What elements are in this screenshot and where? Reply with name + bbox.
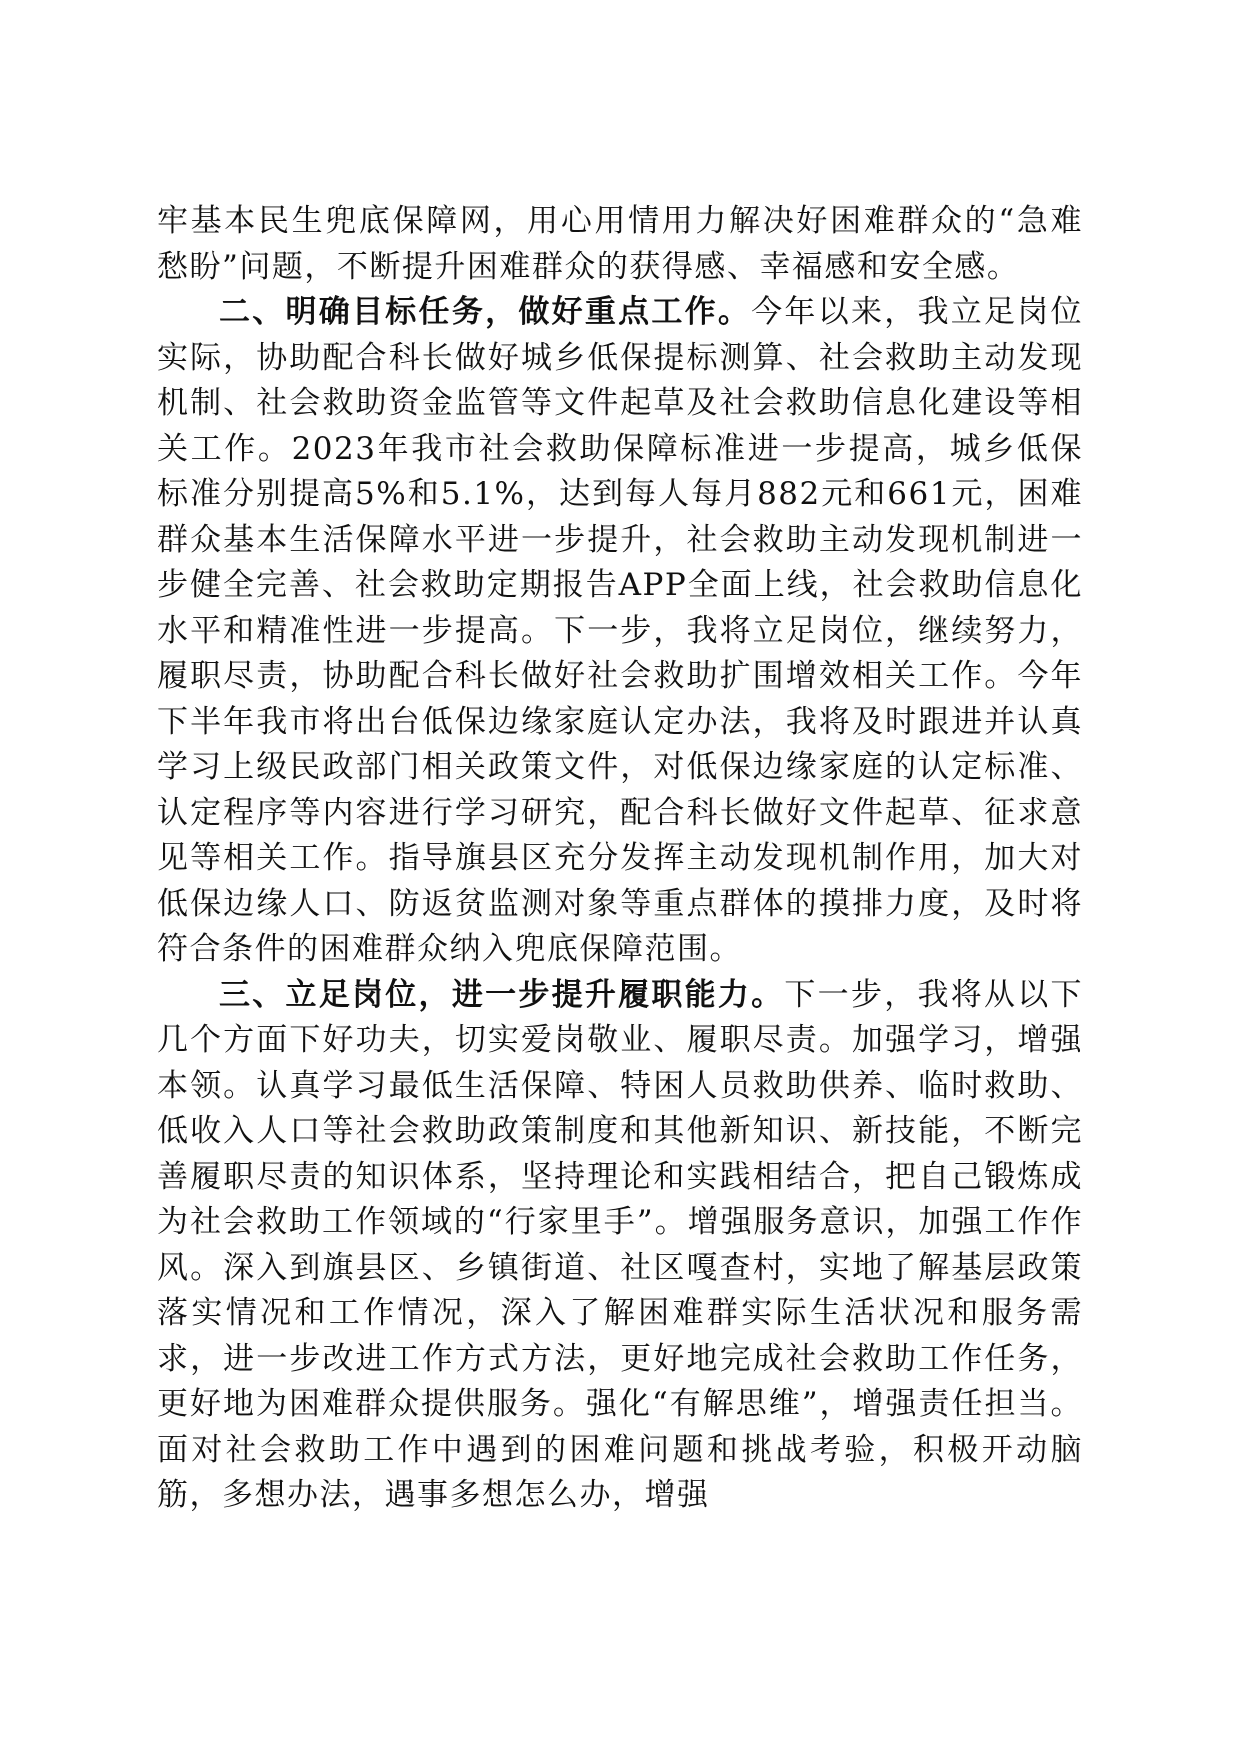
paragraph-text: 下一步，我将从以下几个方面下好功夫，切实爱岗敬业、履职尽责。加强学习，增强本领。认真学习最低生活保障、特困人员救助供养、临时救助、低收入人口等社会救助政策制度和其他新知识、新技能，不断完善履职尽责的知识体系，坚持理论和实践相结合，把自己锻炼成为社会救助工作领域的“行家里手”。增强服务意识，加强工作作风。深入到旗县区、乡镇街道、社区嘎查村，实地了解基层政策落实情况和工作情况，深入了解困难群实际生活状况和服务需求，进一步改进工作方式方法，更好地完成社会救助工作任务，更好地为困难群众提供服务。强化“有解思维”，增强责任担当。面对社会救助工作中遇到的困难问题和挑战考验，积极开动脑筋，多想办法，遇事多想怎么办，增强 — [157, 976, 1084, 1513]
paragraph-continued — [157, 199, 1083, 290]
paragraph-text: 今年以来，我立足岗位实际，协助配合科长做好城乡低保提标测算、社会救助主动发现机制、社会救助资金监管等文件起草及社会救助信息化建设等相关工作。2023年我市社会救助保障标准进一步提高，城乡低保标准分别提高5%和5.1%，达到每人每月882元和661元，困难群众基本生活保障水平进一步提升，社会救助主动发现机制进一步健全完善、社会救助定期报告APP全面上线，社会救助信息化水平和精准性进一步提高。下一步，我将立足岗位，继续努力，履职尽责，协助配合科长做好社会救助扩围增效相关工作。今年下半年我市将出台低保边缘家庭认定办法，我将及时跟进并认真学习上级民政部门相关政策文件，对低保边缘家庭的认定标准、认定程序等内容进行学习研究，配合科长做好文件起草、征求意见等相关工作。指导旗县区充分发挥主动发现机制作用，加大对低保边缘人口、防返贫监测对象等重点群体的摸排力度，及时将符合条件的困难群众纳入兜底保障范围。 — [157, 294, 1084, 967]
paragraph-section-2 — [157, 290, 1083, 973]
document-body — [157, 199, 1083, 1519]
section-heading: 三、立足岗位，进一步提升履职能力。 — [219, 976, 785, 1013]
paragraph-text: 牢基本民生兜底保障网，用心用情用力解决好困难群众的“急难愁盼”问题，不断提升困难群众的获得感、幸福感和安全感。 — [157, 203, 1083, 285]
paragraph-section-3 — [157, 973, 1083, 1519]
section-heading: 二、明确目标任务，做好重点工作。 — [219, 294, 752, 330]
